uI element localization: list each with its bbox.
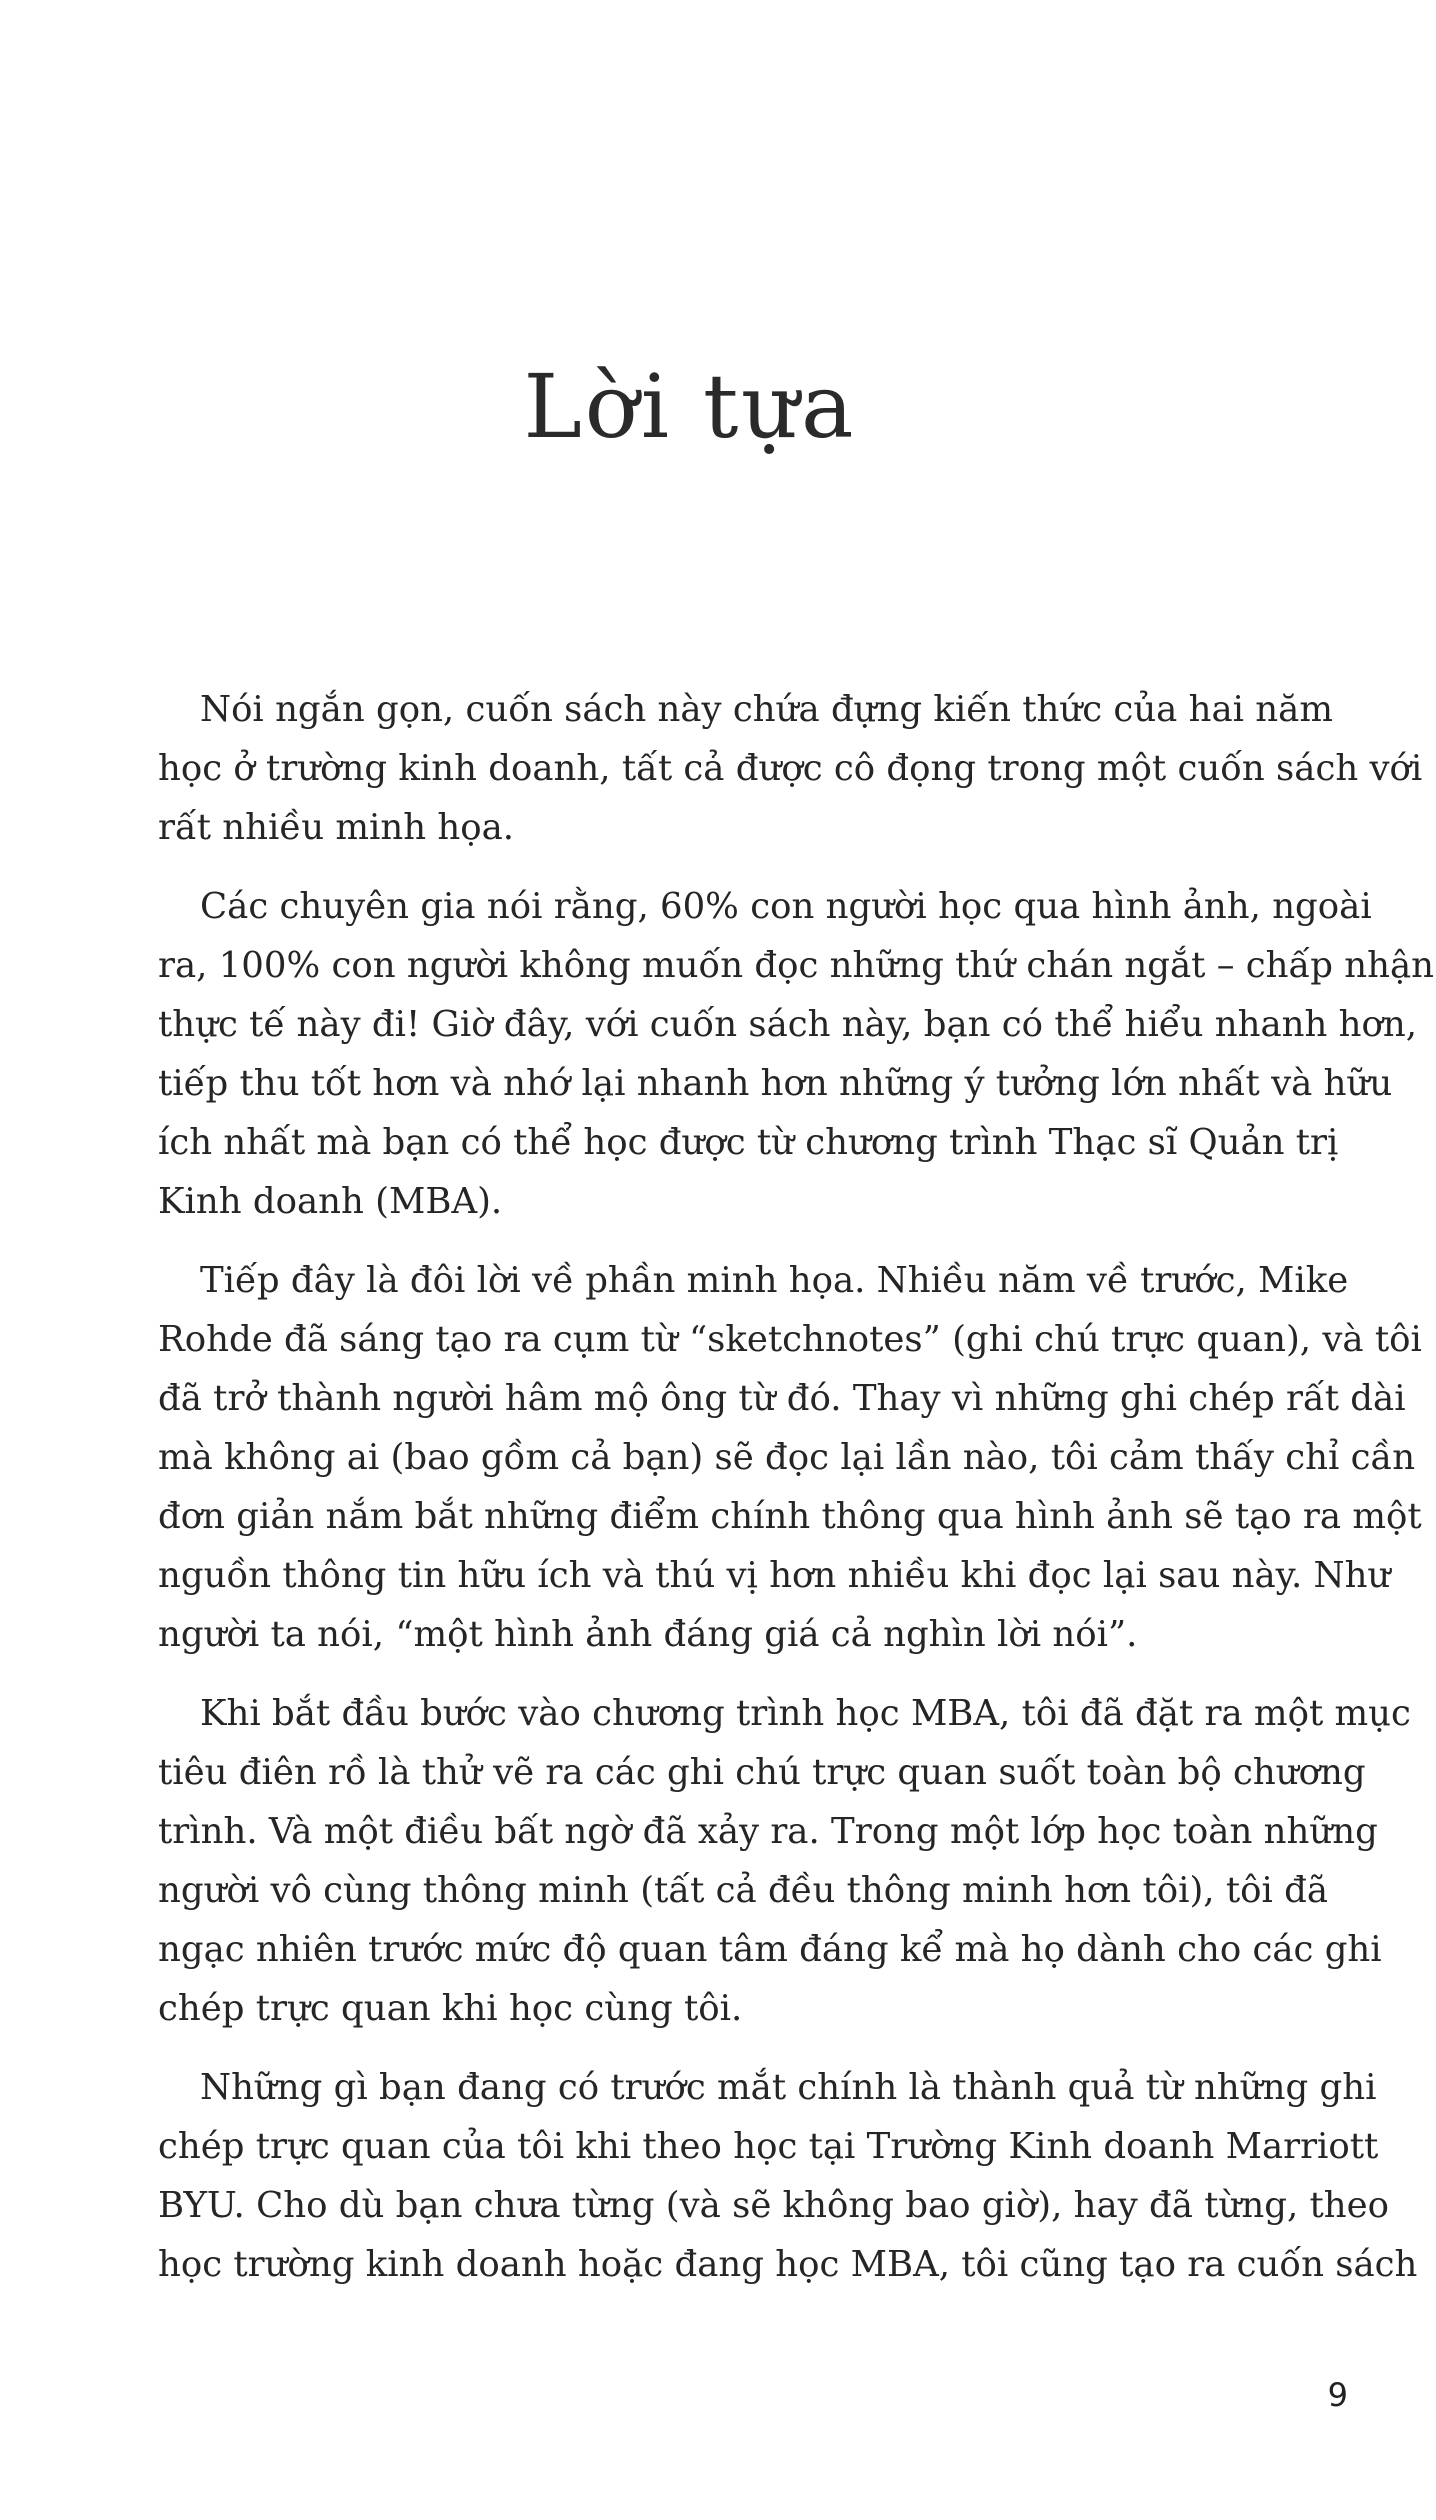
paragraph-2 — [158, 877, 1435, 1231]
text-line: ngạc nhiên trước mức độ quan tâm đáng kể mà họ dành cho các ghi — [158, 1929, 1382, 1970]
text-line: nguồn thông tin hữu ích và thú vị hơn nhiều khi đọc lại sau này. Như — [158, 1555, 1391, 1596]
text-line: Tiếp đây là đôi lời về phần minh họa. Nhiều năm về trước, Mike — [200, 1260, 1349, 1301]
page-number: 9 — [1327, 2376, 1348, 2414]
body-text — [158, 680, 1435, 2314]
chapter-title: Lời tựa — [523, 354, 857, 458]
text-line: người vô cùng thông minh (tất cả đều thông minh hơn tôi), tôi đã — [158, 1870, 1329, 1911]
text-line: đã trở thành người hâm mộ ông từ đó. Thay vì những ghi chép rất dài — [158, 1378, 1406, 1419]
text-line: chép trực quan của tôi khi theo học tại Trường Kinh doanh Marriott — [158, 2126, 1379, 2167]
text-line: Kinh doanh (MBA). — [158, 1181, 503, 1222]
text-line: học trường kinh doanh hoặc đang học MBA, tôi cũng tạo ra cuốn sách — [158, 2244, 1418, 2285]
text-line: Nói ngắn gọn, cuốn sách này chứa đựng kiến thức của hai năm — [200, 689, 1333, 730]
text-line: tiêu điên rồ là thử vẽ ra các ghi chú trực quan suốt toàn bộ chương — [158, 1752, 1366, 1793]
text-line: ra, 100% con người không muốn đọc những thứ chán ngắt – chấp nhận — [158, 945, 1435, 986]
text-line: chép trực quan khi học cùng tôi. — [158, 1988, 743, 2029]
text-line: trình. Và một điều bất ngờ đã xảy ra. Trong một lớp học toàn những — [158, 1811, 1378, 1852]
text-line: rất nhiều minh họa. — [158, 807, 515, 848]
paragraph-3 — [158, 1251, 1422, 1664]
text-line: mà không ai (bao gồm cả bạn) sẽ đọc lại lần nào, tôi cảm thấy chỉ cần — [158, 1437, 1416, 1478]
text-line: ích nhất mà bạn có thể học được từ chương trình Thạc sĩ Quản trị — [158, 1122, 1339, 1163]
text-line: Những gì bạn đang có trước mắt chính là thành quả từ những ghi — [200, 2067, 1377, 2108]
text-line: Các chuyên gia nói rằng, 60% con người học qua hình ảnh, ngoài — [200, 886, 1372, 927]
text-line: Khi bắt đầu bước vào chương trình học MBA, tôi đã đặt ra một mục — [200, 1693, 1411, 1734]
text-line: BYU. Cho dù bạn chưa từng (và sẽ không bao giờ), hay đã từng, theo — [158, 2185, 1390, 2226]
text-line: người ta nói, “một hình ảnh đáng giá cả nghìn lời nói”. — [158, 1614, 1138, 1655]
text-line: thực tế này đi! Giờ đây, với cuốn sách này, bạn có thể hiểu nhanh hơn, — [158, 1004, 1418, 1045]
text-line: tiếp thu tốt hơn và nhớ lại nhanh hơn những ý tưởng lớn nhất và hữu — [158, 1063, 1393, 1104]
text-line: Rohde đã sáng tạo ra cụm từ “sketchnotes” (ghi chú trực quan), và tôi — [158, 1319, 1422, 1360]
text-line: học ở trường kinh doanh, tất cả được cô đọng trong một cuốn sách với — [158, 748, 1423, 789]
paragraph-1 — [158, 680, 1423, 857]
text-line: đơn giản nắm bắt những điểm chính thông qua hình ảnh sẽ tạo ra một — [158, 1496, 1422, 1537]
paragraph-4 — [158, 1684, 1411, 2038]
paragraph-5 — [158, 2058, 1418, 2294]
